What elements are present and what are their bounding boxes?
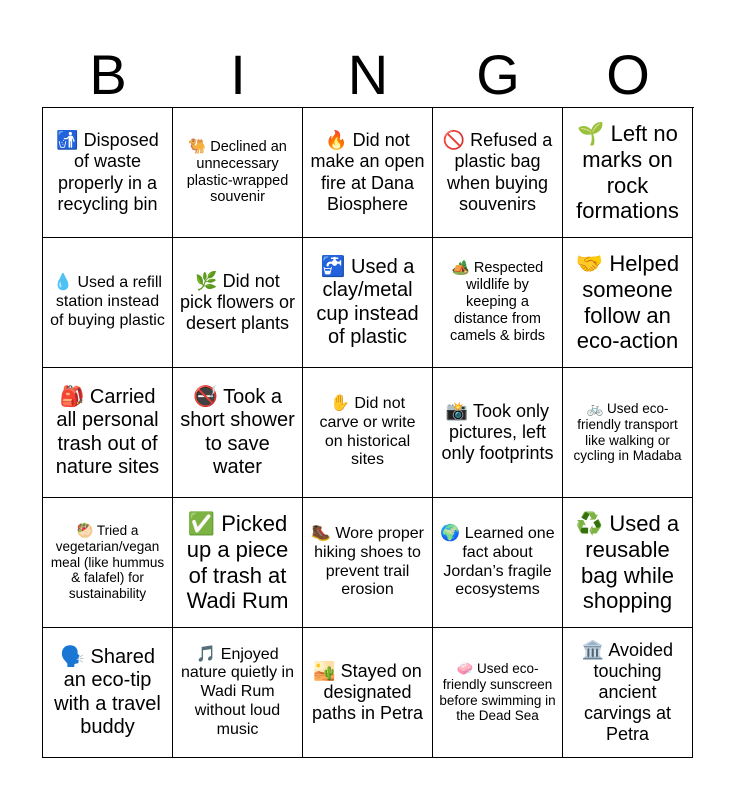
cell-text: 🐫 Declined an unnecessary plastic-wrapped souvenir: [186, 138, 289, 206]
bingo-cell[interactable]: [173, 498, 303, 628]
bingo-cell[interactable]: [303, 108, 433, 238]
bingo-cell[interactable]: [43, 628, 173, 758]
cell-text: 🎒 Carried all personal trash out of nature sites: [55, 385, 160, 478]
cell-text: 🤝 Helped someone follow an eco-action: [575, 251, 680, 354]
bingo-cell[interactable]: [173, 368, 303, 498]
bingo-cell[interactable]: [303, 238, 433, 368]
bingo-cell[interactable]: [433, 238, 563, 368]
bingo-cell[interactable]: [303, 368, 433, 498]
cell-text: 🌍 Learned one fact about Jordan’s fragile ecosystems: [440, 525, 555, 599]
header-letter-i: I: [230, 43, 246, 106]
bingo-cell[interactable]: [433, 108, 563, 238]
bingo-cell[interactable]: [563, 498, 693, 628]
cell-text: 🌱 Left no marks on rock formations: [576, 121, 679, 224]
bingo-cell[interactable]: [433, 628, 563, 758]
cell-text: 🚭 Took a short shower to save water: [180, 385, 295, 478]
bingo-cell[interactable]: [563, 628, 693, 758]
header-letter-o: O: [606, 43, 650, 106]
cell-text: ✅ Picked up a piece of trash at Wadi Rum: [186, 511, 289, 614]
cell-text: 🚮 Disposed of waste properly in a recycling bin: [56, 130, 159, 214]
bingo-cell[interactable]: [303, 498, 433, 628]
cell-text: 🏛️ Avoided touching ancient carvings at Petra: [581, 639, 674, 745]
bingo-cell[interactable]: [563, 368, 693, 498]
cell-text: ✋ Did not carve or write on historical sites: [319, 395, 416, 469]
bingo-grid: [42, 107, 694, 758]
bingo-cell[interactable]: [173, 108, 303, 238]
cell-text: 🔥 Did not make an open fire at Dana Biosphere: [310, 130, 425, 214]
bingo-cell[interactable]: [43, 498, 173, 628]
header-letter-b: B: [89, 43, 127, 106]
cell-text: 🥙 Tried a vegetarian/vegan meal (like hummus & falafel) for sustainability: [50, 523, 165, 602]
bingo-cell[interactable]: [43, 238, 173, 368]
bingo-cell[interactable]: [43, 108, 173, 238]
bingo-cell[interactable]: [173, 238, 303, 368]
bingo-header: [43, 40, 693, 110]
bingo-cell[interactable]: [563, 238, 693, 368]
cell-text: 🌿 Did not pick flowers or desert plants: [179, 270, 296, 334]
cell-text: 🏕️ Respected wildlife by keeping a distance from camels & birds: [449, 260, 546, 344]
bingo-cell[interactable]: [433, 368, 563, 498]
cell-text: 🚫 Refused a plastic bag when buying souvenirs: [442, 130, 553, 214]
cell-text: 🗣️ Shared an eco-tip with a travel buddy: [54, 645, 161, 738]
cell-text: 🚲 Used eco-friendly transport like walking or cycling in Madaba: [573, 400, 682, 464]
header-letter-n: N: [347, 43, 389, 106]
bingo-cell[interactable]: [43, 368, 173, 498]
bingo-cell[interactable]: [563, 108, 693, 238]
header-letter-g: G: [476, 43, 520, 106]
bingo-cell[interactable]: [303, 628, 433, 758]
bingo-cell[interactable]: [433, 498, 563, 628]
cell-text: 🏜️ Stayed on designated paths in Petra: [311, 660, 424, 724]
cell-text: 🎵 Enjoyed nature quietly in Wadi Rum without loud music: [181, 645, 294, 738]
cell-text: 🚰 Used a clay/metal cup instead of plastic: [316, 255, 419, 348]
cell-text: ♻️ Used a reusable bag while shopping: [575, 511, 680, 614]
cell-text: 📸 Took only pictures, left only footprints: [441, 400, 554, 464]
cell-text: 💧 Used a refill station instead of buying plastic: [50, 274, 165, 329]
bingo-cell[interactable]: [173, 628, 303, 758]
cell-text: 🥾 Wore proper hiking shoes to prevent trail erosion: [311, 525, 424, 599]
cell-text: 🧼 Used eco-friendly sunscreen before swimming in the Dead Sea: [439, 660, 556, 724]
